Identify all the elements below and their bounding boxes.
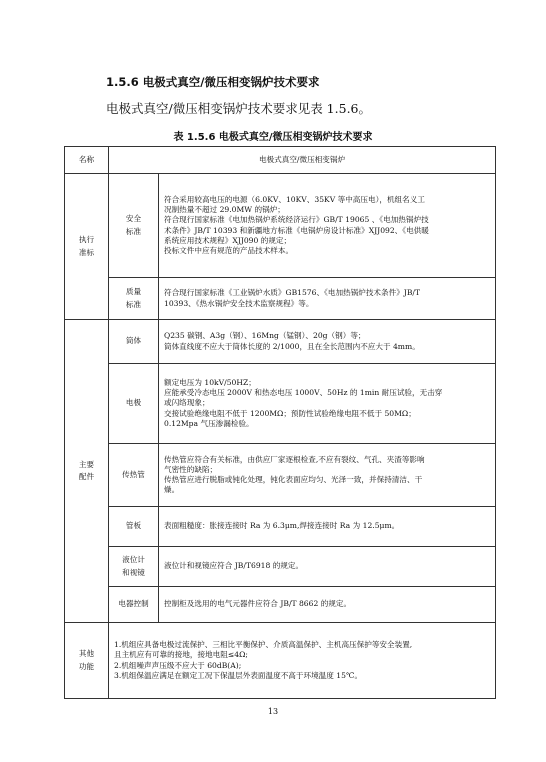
safety-standard-text: 符合采用较高电压的电源（6.0KV、10KV、35KV 等中高压电），机组名义工 况制热量不超过 29.0MW 的锅炉； 符合现行国家标准《电加热锅炉系统经济运行》GB/T 19065 、《电加热锅炉技 术条件》JB/T 10393 和新疆地方标准《电锅炉房设计标准》XJJ092、《电供暖 系统应用技术规程》XJJ090 的规定； 投标文件中应有规范的产品技术样本。 bbox=[159, 174, 496, 278]
table-row bbox=[65, 174, 496, 278]
other-functions-label: 其他 功能 bbox=[65, 623, 109, 699]
name-label-cell: 名称 bbox=[65, 147, 109, 174]
table-row bbox=[65, 547, 496, 587]
table-row bbox=[65, 444, 496, 507]
intro-paragraph: 电极式真空/微压相变锅炉技术要求见表 1.5.6。 bbox=[106, 101, 371, 116]
tube-plate-label: 管板 bbox=[109, 507, 159, 547]
heat-tube-text: 传热管应符合有关标准，由供应厂家逐根检查,不应有裂纹、气孔、夹渣等影响 气密性的缺陷； 传热管应进行脱脂或钝化处理，钝化表面应均匀、光泽一致，并保持清洁、干 燥。 bbox=[159, 444, 496, 507]
table-row bbox=[65, 507, 496, 547]
electrode-label: 电极 bbox=[109, 364, 159, 444]
section-heading: 1.5.6 电极式真空/微压相变锅炉技术要求 bbox=[106, 75, 320, 89]
table-row bbox=[65, 320, 496, 364]
heat-tube-label: 传热管 bbox=[109, 444, 159, 507]
name-value-cell: 电极式真空/微压相变锅炉 bbox=[109, 147, 496, 174]
electrical-control-text: 控制柜及选用的电气元器件应符合 JB/T 8662 的规定。 bbox=[159, 587, 496, 623]
table-row bbox=[65, 278, 496, 320]
exec-standard-label: 执行 准标 bbox=[65, 174, 109, 320]
level-gauge-label: 液位计 和视镜 bbox=[109, 547, 159, 587]
shell-text: Q235 碳钢、A3g（钢）、16Mng（锰钢）、20g（钢）等； 筒体直线度不应大于筒体长度的 2/1000，且在全长范围内不应大于 4mm。 bbox=[159, 320, 496, 364]
main-parts-label: 主要 配件 bbox=[65, 320, 109, 623]
table-caption: 表 1.5.6 电极式真空/微压相变锅炉技术要求 bbox=[173, 132, 373, 143]
table-row bbox=[65, 147, 496, 174]
table-row bbox=[65, 364, 496, 444]
safety-standard-label: 安全 标准 bbox=[109, 174, 159, 278]
spec-table bbox=[64, 146, 496, 699]
electrode-text: 额定电压为 10kV/50HZ； 应能承受冷态电压 2000V 和热态电压 1000V、50Hz 的 1min 耐压试验，无击穿 或闪络现象； 交接试验绝缘电阻不低于 1200MΩ；预防性试验绝缘电阻不低于 50MΩ； 0.12Mpa 气压渗漏检验。 bbox=[159, 364, 496, 444]
level-gauge-text: 液位计和视镜应符合 JB/T6918 的规定。 bbox=[159, 547, 496, 587]
tube-plate-text: 表面粗糙度：胀接连接时 Ra 为 6.3μm,焊接连接时 Ra 为 12.5μm。 bbox=[159, 507, 496, 547]
quality-standard-text: 符合现行国家标准《工业锅炉水质》GB1576、《电加热锅炉技术条件》JB/T 10393、《热水锅炉安全技术监察规程》等。 bbox=[159, 278, 496, 320]
table-row bbox=[65, 587, 496, 623]
electrical-control-label: 电器控制 bbox=[109, 587, 159, 623]
table-row bbox=[65, 623, 496, 699]
page-number: 13 bbox=[267, 707, 279, 716]
quality-standard-label: 质量 标准 bbox=[109, 278, 159, 320]
shell-label: 筒体 bbox=[109, 320, 159, 364]
other-functions-text: 1.机组应具备电极过流保护、三相比平衡保护、介质高温保护、主机高压保护等安全装置, 且主机应有可靠的接地，接地电阻≤4Ω; 2.机组噪声声压级不应大于 60dB(A); 3.机组保温应满足在额定工况下保温层外表面温度不高于环境温度 15℃。 bbox=[109, 623, 496, 699]
